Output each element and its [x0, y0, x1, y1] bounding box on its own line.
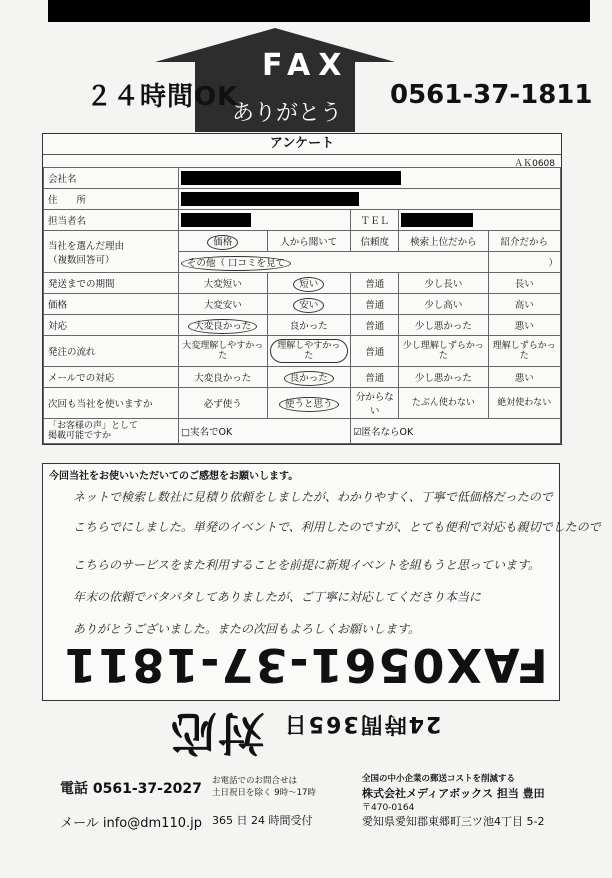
service-row	[44, 315, 561, 336]
option-cell[interactable]	[267, 273, 351, 294]
thanks-text: ありがとう	[232, 101, 343, 126]
flow-label: 発注の流れ	[44, 336, 179, 367]
big-fax-number: FAX0561-37-1811	[62, 638, 548, 692]
option-cell[interactable]	[267, 367, 351, 388]
footer-mail[interactable]: メール info@dm110.jp	[60, 816, 202, 831]
reason-row	[44, 231, 561, 252]
option-cell[interactable]: 分からない	[351, 388, 399, 419]
big-365: 365日	[282, 711, 359, 736]
option-label: 短い	[293, 277, 324, 292]
option-cell[interactable]: 悪い	[488, 367, 561, 388]
big-24h: 24時間	[358, 711, 442, 736]
option-cell[interactable]: 悪い	[488, 315, 561, 336]
comment-line: ありがとうございました。またの次回もよろしくお願いします。	[73, 622, 421, 636]
price-label: 価格	[44, 294, 179, 315]
option-cell[interactable]: 大変安い	[179, 294, 268, 315]
reason-other[interactable]	[179, 252, 489, 273]
reason-other-end: ）	[488, 252, 561, 273]
reason-title: 当社を選んだ理由	[48, 240, 125, 252]
option-cell[interactable]: 大変良かった	[179, 367, 268, 388]
fax-title: FAX	[262, 48, 350, 83]
footer-tel-note2: 土日祝日を除く 9時～17時	[212, 788, 316, 798]
other-text: その他（ 口コミを見て	[181, 256, 291, 271]
option-cell[interactable]: 大変理解しやすかった	[179, 336, 268, 367]
option-cell[interactable]: 少し悪かった	[399, 367, 488, 388]
option-label: 使うと思う	[279, 397, 339, 412]
footer-zip: 〒470-0164	[362, 803, 415, 813]
period-label: 発送までの期間	[44, 273, 179, 294]
fax-number: 0561-37-1811	[390, 80, 593, 110]
option-cell[interactable]: 検索上位だから	[399, 231, 488, 252]
tel-redaction	[401, 213, 473, 227]
option-cell[interactable]: 普通	[351, 367, 399, 388]
address-label: 住 所	[44, 189, 179, 210]
voice-label-1: 「お客様の声」として	[48, 421, 139, 431]
survey-form	[42, 133, 562, 445]
option-cell[interactable]: 長い	[488, 273, 561, 294]
reason-sub: （複数回答可）	[48, 254, 115, 266]
option-cell[interactable]	[179, 315, 268, 336]
footer-address: 愛知県愛知郡東郷町三ツ池4丁目 5-2	[362, 815, 545, 828]
option-cell[interactable]: 少し理解しずらかった	[399, 336, 488, 367]
option-cell[interactable]: 必ず使う	[179, 388, 268, 419]
option-cell[interactable]: 高い	[488, 294, 561, 315]
option-cell[interactable]	[267, 388, 351, 419]
person-label: 担当者名	[44, 210, 179, 231]
option-cell[interactable]: 少し長い	[399, 273, 488, 294]
option-cell[interactable]: 普通	[351, 294, 399, 315]
company-field[interactable]	[179, 168, 561, 189]
address-redaction	[181, 192, 359, 206]
person-field[interactable]	[179, 210, 351, 231]
footer-tel-note1: お電話でのお問合せは	[212, 776, 298, 786]
voice-opt-anonymous[interactable]: ☑匿名ならOK	[351, 419, 561, 444]
flow-row	[44, 336, 561, 367]
option-cell[interactable]: 良かった	[267, 315, 351, 336]
option-cell[interactable]: 理解しずらかった	[488, 336, 561, 367]
voice-opt-realname[interactable]: □実名でOK	[179, 419, 351, 444]
option-label: 理解しやすかった	[270, 339, 349, 363]
comment-line: こちらでにしました。単発のイベントで、利用したのですが、とても便利で対応も親切でしたので	[73, 520, 601, 534]
comment-line: こちらのサービスをまた利用することを前提に新規イベントを組もうと思っています。	[73, 558, 541, 572]
redaction-bar	[48, 0, 590, 22]
option-label: 価格	[207, 235, 238, 250]
service-label: 対応	[44, 315, 179, 336]
company-row	[44, 168, 561, 189]
footer-tel: 電話 0561-37-2027	[60, 781, 202, 797]
comment-heading: 今回当社をお使いいただいてのご感想をお願いします。	[49, 471, 299, 482]
period-row	[44, 273, 561, 294]
option-cell[interactable]: 少し悪かった	[399, 315, 488, 336]
voice-row	[44, 419, 561, 444]
option-cell[interactable]: 普通	[351, 336, 399, 367]
company-redaction	[181, 171, 401, 185]
option-cell[interactable]: 少し高い	[399, 294, 488, 315]
reason-label	[44, 231, 179, 273]
person-row	[44, 210, 561, 231]
form-code: ＡＫ0608	[514, 159, 555, 169]
option-cell[interactable]: 普通	[351, 315, 399, 336]
footer-mail-note: 365 日 24 時間受付	[212, 814, 313, 827]
footer-tagline: 全国の中小企業の郵送コストを削減する	[362, 774, 516, 784]
voice-label-2: 掲載可能ですか	[48, 431, 112, 441]
address-row	[44, 189, 561, 210]
comment-line: ネットで検索し数社に見積り依頼をしましたが、わかりやすく、丁寧で低価格だったので	[73, 490, 553, 504]
option-label: 大変良かった	[188, 319, 257, 334]
form-title: アンケート	[43, 134, 561, 155]
option-cell[interactable]: 絶対使わない	[488, 388, 561, 419]
next-row	[44, 388, 561, 419]
price-row	[44, 294, 561, 315]
option-cell[interactable]	[267, 294, 351, 315]
next-label: 次回も当社を使いますか	[44, 388, 179, 419]
option-cell[interactable]: 大変短い	[179, 273, 268, 294]
option-cell[interactable]: 普通	[351, 273, 399, 294]
tel-field[interactable]	[399, 210, 561, 231]
option-cell[interactable]	[179, 231, 268, 252]
tel-label: ＴＥＬ	[351, 210, 399, 231]
footer-big-fax	[50, 638, 560, 762]
option-cell[interactable]: たぶん使わない	[399, 388, 488, 419]
address-field[interactable]	[179, 189, 561, 210]
footer-company: 株式会社メディアボックス 担当 豊田	[362, 787, 545, 800]
option-cell[interactable]: 人から聞いて	[267, 231, 351, 252]
option-cell[interactable]	[267, 336, 351, 367]
person-redaction	[181, 213, 251, 227]
voice-label	[44, 419, 179, 444]
mail-label: メールでの対応	[44, 367, 179, 388]
option-cell[interactable]: 信頼度	[351, 231, 399, 252]
option-label: 安い	[293, 298, 324, 313]
option-label: 良かった	[284, 371, 334, 386]
comment-line: 年末の依頼でバタバタしてありましたが、ご丁寧に対応してくださり本当に	[73, 590, 481, 604]
survey-table	[43, 167, 561, 444]
mail-row	[44, 367, 561, 388]
company-label: 会社名	[44, 168, 179, 189]
open-hours: ２４時間OK	[86, 82, 239, 112]
big-taiou: 対応	[168, 706, 265, 760]
option-cell[interactable]: 紹介だから	[488, 231, 561, 252]
